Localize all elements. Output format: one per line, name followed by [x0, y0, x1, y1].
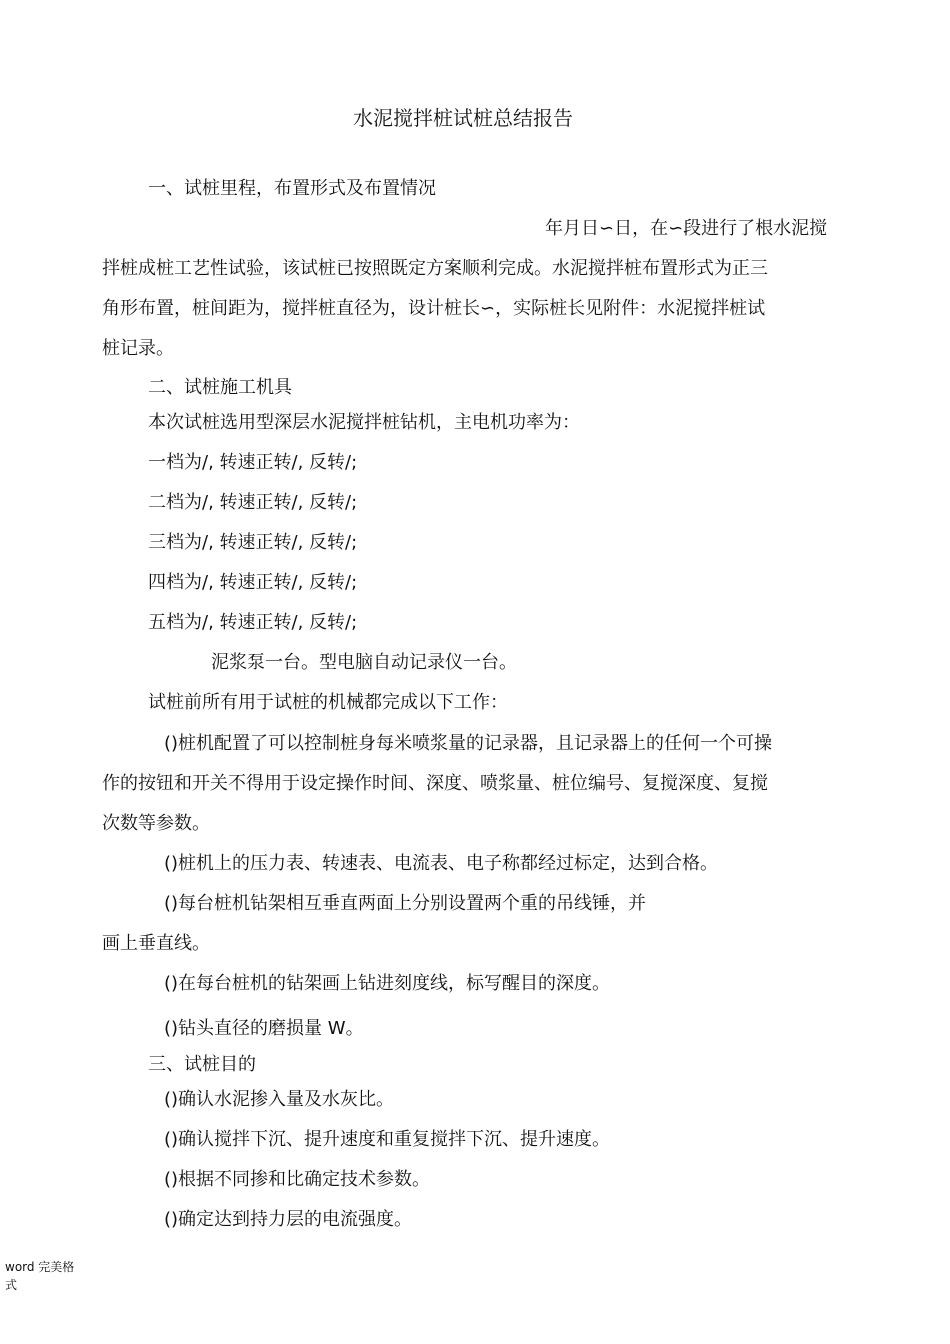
goal-item: ()根据不同掺和比确定技术参数。 — [164, 1169, 431, 1190]
document-title: 水泥搅拌桩试桩总结报告 — [353, 106, 573, 130]
prep-intro: 试桩前所有用于试桩的机械都完成以下工作： — [148, 692, 508, 713]
prep-item-1-line-1: ()桩机配置了可以控制桩身每米喷浆量的记录器，且记录器上的任何一个可操 — [164, 733, 773, 754]
prep-item-1-line-2: 作的按钮和开关不得用于设定操作时间、深度、喷浆量、桩位编号、复搅深度、复搅 — [102, 773, 768, 794]
section-1-line-3: 角形布置，桩间距为，搅拌桩直径为，设计桩长∽，实际桩长见附件：水泥搅拌桩试 — [102, 298, 766, 319]
section-1-line-2: 拌桩成桩工艺性试验，该试桩已按照既定方案顺利完成。水泥搅拌桩布置形式为正三 — [102, 258, 768, 279]
prep-item-4: ()在每台桩机的钻架画上钻进刻度线，标写醒目的深度。 — [164, 973, 611, 994]
goal-item: ()确定达到持力层的电流强度。 — [164, 1209, 413, 1230]
gear-line: 五档为/, 转速正转/, 反转/; — [148, 612, 358, 633]
prep-item-2: ()桩机上的压力表、转速表、电流表、电子称都经过标定，达到合格。 — [164, 853, 719, 874]
section-2-intro: 本次试桩选用型深层水泥搅拌桩钻机，主电机功率为： — [148, 412, 580, 433]
section-1-line-4: 桩记录。 — [102, 338, 174, 359]
gear-line: 三档为/, 转速正转/, 反转/; — [148, 532, 358, 553]
gear-line: 一档为/, 转速正转/, 反转/; — [148, 452, 358, 473]
goal-item: ()确认水泥掺入量及水灰比。 — [164, 1089, 395, 1110]
pump-line: 泥浆泵一台。型电脑自动记录仪一台。 — [211, 652, 517, 673]
gear-line: 二档为/, 转速正转/, 反转/; — [148, 492, 358, 513]
section-1-heading: 一、试桩里程，布置形式及布置情况 — [148, 178, 436, 199]
footer-line-1: word 完美格 — [5, 1260, 75, 1274]
section-3-heading: 三、试桩目的 — [148, 1054, 256, 1075]
prep-item-3-line-1: ()每台桩机钻架相互垂直两面上分别设置两个重的吊线锤，并 — [164, 893, 647, 914]
prep-item-3-line-2: 画上垂直线。 — [102, 933, 210, 954]
gear-line: 四档为/, 转速正转/, 反转/; — [148, 572, 358, 593]
section-1-line-1: 年月日∽日，在∽段进行了根水泥搅 — [545, 218, 828, 239]
footer-line-2: 式 — [5, 1278, 18, 1292]
section-2-heading: 二、试桩施工机具 — [148, 377, 292, 398]
goal-item: ()确认搅拌下沉、提升速度和重复搅拌下沉、提升速度。 — [164, 1129, 611, 1150]
prep-item-5: ()钻头直径的磨损量 W。 — [164, 1018, 364, 1039]
prep-item-1-line-3: 次数等参数。 — [102, 813, 210, 834]
